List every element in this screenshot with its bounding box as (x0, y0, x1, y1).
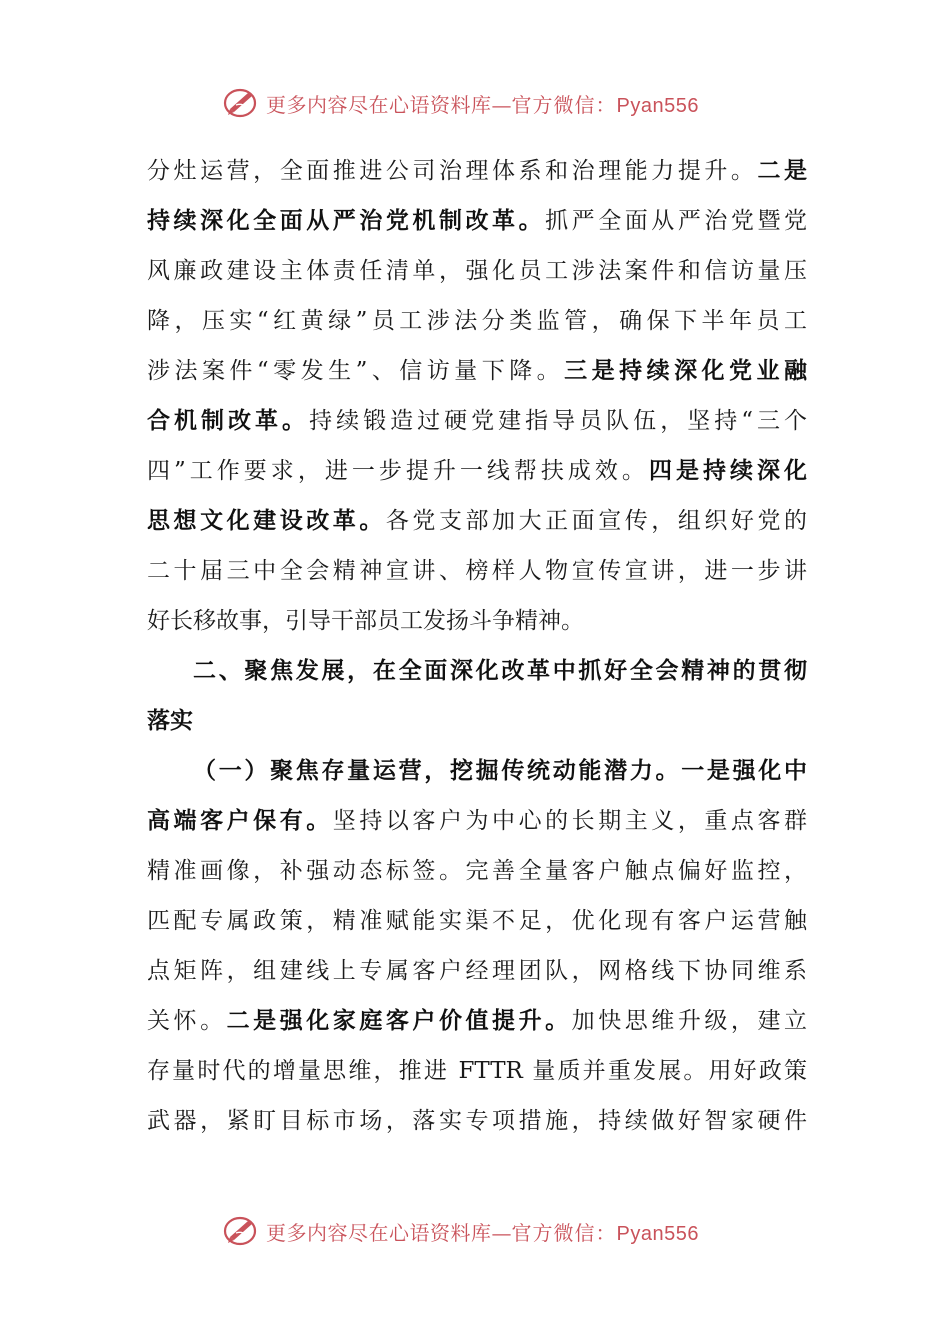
bold-run: 三是持续深化党业融 (564, 358, 807, 384)
text-run: 分灶运营，全面推进公司治理体系和治理能力提升。 (147, 158, 758, 184)
text-run: 加快思维升级，建立 (571, 1008, 808, 1034)
paragraph-line (147, 196, 807, 246)
paragraph-line (147, 946, 807, 996)
text-run: 持续锻造过硬党建指导员队伍，坚持“三个 (309, 408, 807, 434)
watermark-text (266, 89, 699, 118)
text-run: 二十届三中全会精神宣讲、榜样人物宣传宣讲，进一步讲 (147, 558, 807, 584)
pen-logo-icon (222, 85, 262, 121)
text-run: 涉法案件“零发生”、信访量下降。 (147, 358, 565, 384)
bold-run: 思想文化建设改革。 (147, 508, 386, 534)
text-run: 坚持以客户为中心的长期主义，重点客群 (332, 808, 808, 834)
paragraph-line (147, 1046, 807, 1096)
watermark-banner-bottom (0, 1211, 950, 1251)
bold-run: 二是 (757, 158, 808, 184)
bold-run: 四是持续深化 (648, 458, 808, 484)
paragraph-line (147, 1096, 807, 1146)
text-run: 存量时代的增量思维，推进 FTTR 量质并重发展。用好政策 (147, 1058, 807, 1084)
text-run: 点矩阵，组建线上专属客户经理团队，网格线下协同维系 (147, 958, 807, 984)
paragraph-line (147, 496, 807, 546)
paragraph-line (147, 146, 807, 196)
paragraph-line (147, 846, 807, 896)
paragraph-line (147, 446, 807, 496)
paragraph-line (147, 346, 807, 396)
bold-run: 高端客户保有。 (147, 808, 333, 834)
watermark-wechat-id: Pyan556 (616, 95, 699, 117)
subsection-heading (147, 746, 807, 796)
watermark-wechat-id: Pyan556 (616, 1223, 699, 1245)
paragraph-line (147, 396, 807, 446)
section-heading-cont (147, 696, 807, 746)
paragraph-line (147, 546, 807, 596)
text-run: 各党支部加大正面宣传，组织好党的 (385, 508, 808, 534)
watermark-banner-top (0, 83, 950, 123)
text-run: 抓严全面从严治党暨党 (545, 208, 808, 234)
pen-logo-icon (222, 1213, 262, 1249)
paragraph-line (147, 896, 807, 946)
text-run: 关怀。 (147, 1008, 227, 1034)
heading-run: 落实 (147, 708, 193, 734)
watermark-separator: — (491, 1221, 512, 1245)
bold-run: （一）聚焦存量运营，挖掘传统动能潜力。一是强化中 (193, 758, 807, 784)
watermark-text (266, 1217, 699, 1246)
document-body (147, 146, 807, 1146)
heading-run: 二、聚焦发展，在全面深化改革中抓好全会精神的贯彻 (193, 658, 807, 684)
text-run: 降，压实“红黄绿”员工涉法分类监管，确保下半年员工 (147, 308, 807, 334)
watermark-wechat-label: 官方微信： (511, 93, 617, 117)
paragraph-line (147, 596, 807, 646)
watermark-wechat-label: 官方微信： (511, 1221, 617, 1245)
text-run: 风廉政建设主体责任清单，强化员工涉法案件和信访量压 (147, 258, 807, 284)
bold-run: 合机制改革。 (147, 408, 310, 434)
paragraph-line (147, 796, 807, 846)
paragraph-line (147, 296, 807, 346)
text-run: 精准画像，补强动态标签。完善全量客户触点偏好监控， (147, 858, 807, 884)
watermark-site: 更多内容尽在心语资料库 (266, 1221, 492, 1245)
section-heading (147, 646, 807, 696)
bold-run: 二是强化家庭客户价值提升。 (226, 1008, 572, 1034)
text-run: 好长移故事，引导干部员工发扬斗争精神。 (147, 608, 584, 634)
paragraph-line (147, 246, 807, 296)
watermark-site: 更多内容尽在心语资料库 (266, 93, 492, 117)
bold-run: 持续深化全面从严治党机制改革。 (147, 208, 546, 234)
text-run: 四”工作要求，进一步提升一线帮扶成效。 (147, 458, 649, 484)
paragraph-line (147, 996, 807, 1046)
text-run: 武器，紧盯目标市场，落实专项措施，持续做好智家硬件 (147, 1108, 807, 1134)
watermark-separator: — (491, 93, 512, 117)
text-run: 匹配专属政策，精准赋能实渠不足，优化现有客户运营触 (147, 908, 807, 934)
